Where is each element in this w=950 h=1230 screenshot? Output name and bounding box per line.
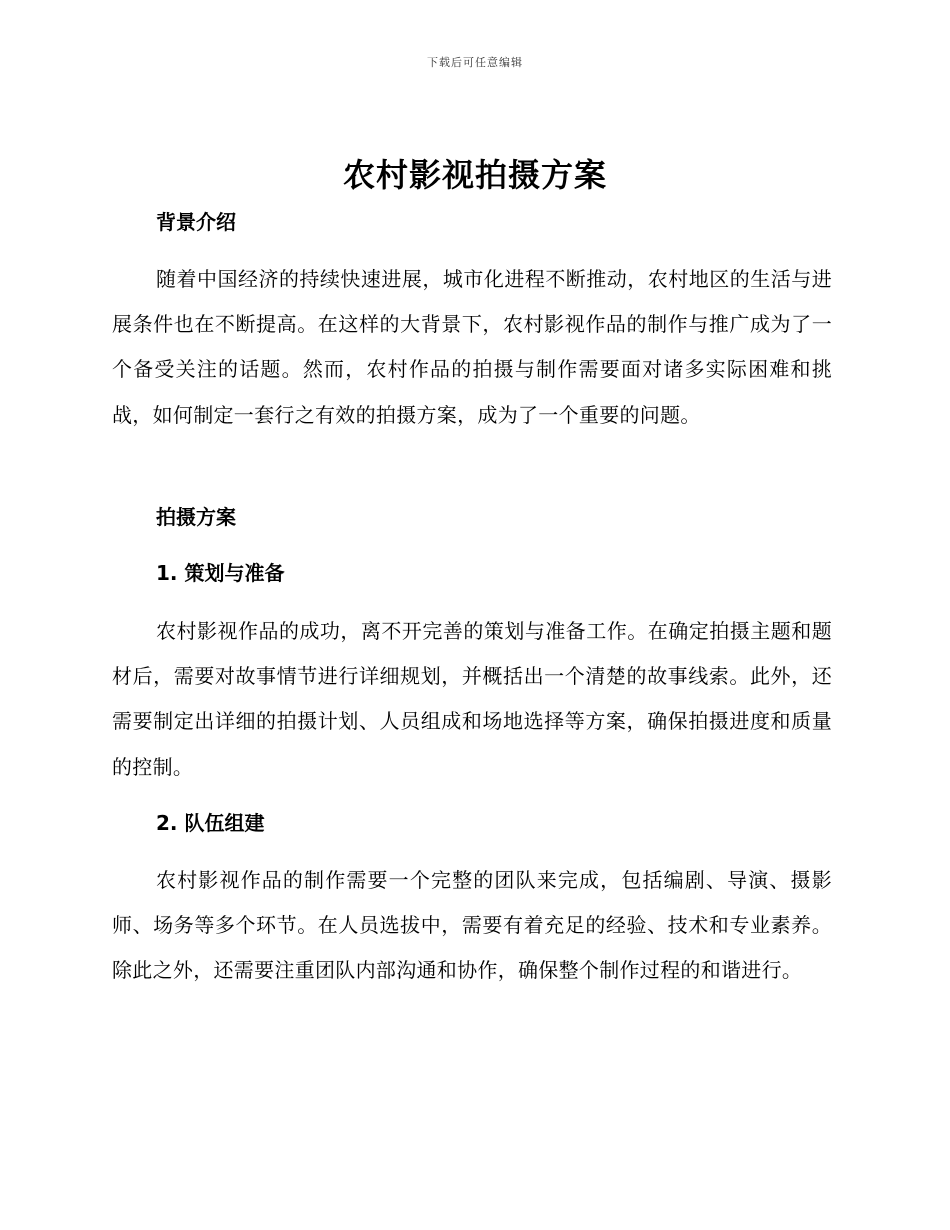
background-heading: 背景介绍 — [156, 210, 236, 234]
step1-heading: 1. 策划与准备 — [156, 561, 285, 585]
header-note: 下载后可任意编辑 — [427, 56, 523, 69]
step2-heading: 2. 队伍组建 — [156, 811, 265, 835]
document-title: 农村影视拍摄方案 — [342, 156, 607, 194]
plan-heading: 拍摄方案 — [156, 505, 236, 529]
background-paragraph: 随着中国经济的持续快速进展，城市化进程不断推动，农村地区的生活与进展条件也在不断提高。在这样的大背景下，农村影视作品的制作与推广成为了一个备受关注的话题。然而，农村作品的拍摄与制作需要面对诸多实际困难和挑战，如何制定一套行之有效的拍摄方案，成为了一个重要的问题。 — [112, 267, 832, 427]
step1-paragraph: 农村影视作品的成功，离不开完善的策划与准备工作。在确定拍摄主题和题材后，需要对故事情节进行详细规划，并概括出一个清楚的故事线索。此外，还需要制定出详细的拍摄计划、人员组成和场地选择等方案，确保拍摄进度和质量的控制。 — [112, 619, 832, 779]
step2-paragraph: 农村影视作品的制作需要一个完整的团队来完成，包括编剧、导演、摄影师、场务等多个环节。在人员选拔中，需要有着充足的经验、技术和专业素养。除此之外，还需要注重团队内部沟通和协作，确保整个制作过程的和谐进行。 — [112, 868, 832, 983]
